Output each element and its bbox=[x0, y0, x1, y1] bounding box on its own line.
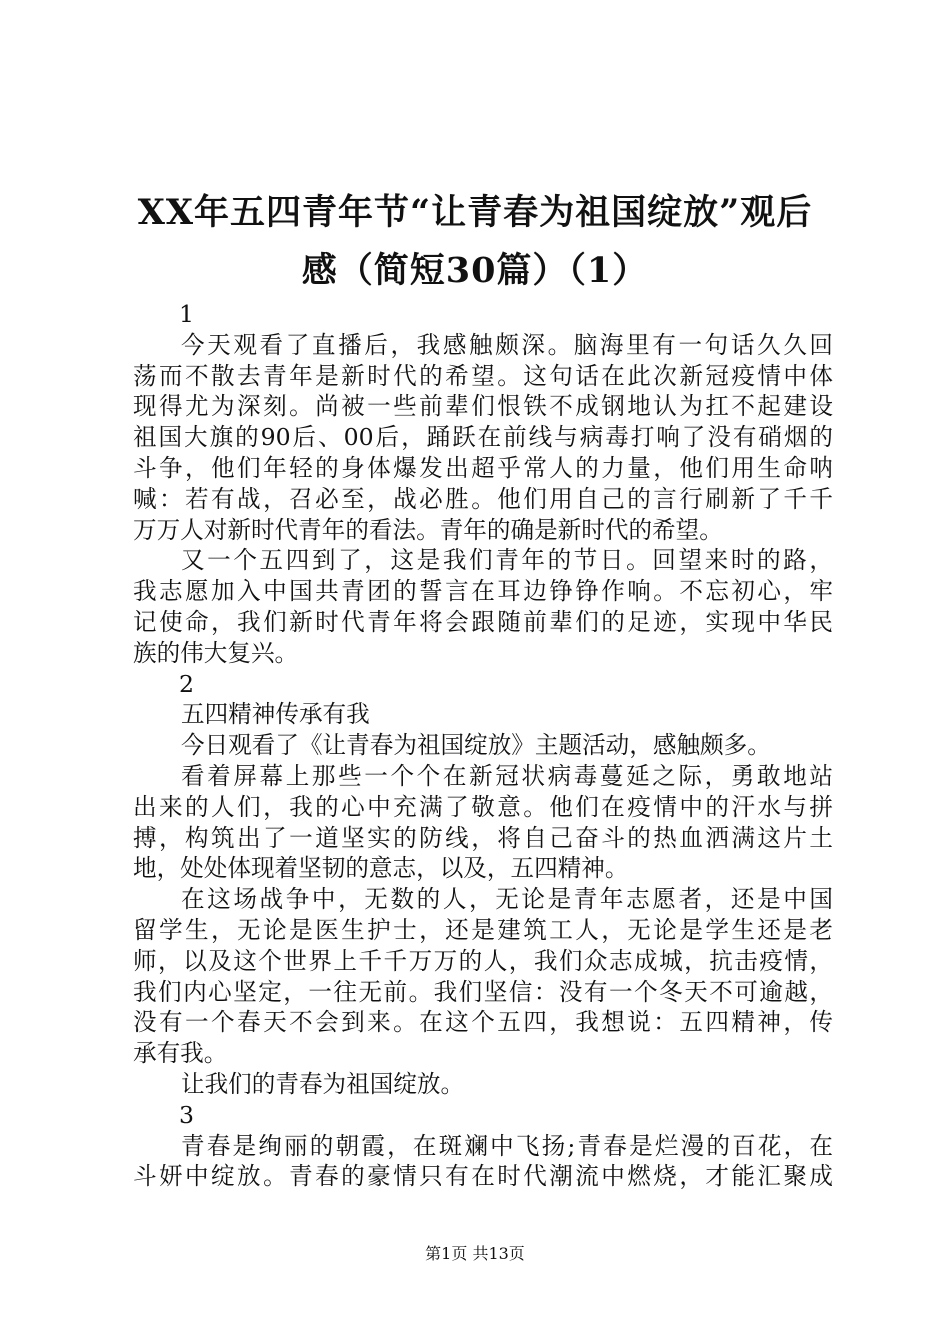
document-title-line-1: XX年五四青年节“让青春为祖国绽放”观后 bbox=[137, 192, 813, 233]
text-line: 五四精神传承有我 bbox=[181, 700, 370, 729]
text-line: 承有我。 bbox=[133, 1039, 228, 1068]
text-line: 斗争，他们年轻的身体爆发出超乎常人的力量，他们用生命呐 bbox=[133, 453, 833, 482]
text-line: 看着屏幕上那些一个个在新冠状病毒蔓延之际，勇敢地站 bbox=[181, 761, 833, 790]
page-footer: 第1页 共13页 bbox=[425, 1244, 525, 1263]
text-line: 地，处处体现着坚韧的意志，以及，五四精神。 bbox=[133, 854, 629, 883]
text-line: 荡而不散去青年是新时代的希望。这句话在此次新冠疫情中体 bbox=[133, 361, 833, 390]
text-line: 今天观看了直播后，我感触颇深。脑海里有一句话久久回 bbox=[181, 330, 833, 359]
text-line: 青春是绚丽的朝霞，在斑斓中飞扬;青春是烂漫的百花，在 bbox=[181, 1131, 833, 1160]
text-line: 斗妍中绽放。青春的豪情只有在时代潮流中燃烧，才能汇聚成 bbox=[133, 1162, 833, 1191]
text-line: 留学生，无论是医生护士，还是建筑工人，无论是学生还是老 bbox=[133, 915, 833, 944]
text-line: 我们内心坚定，一往无前。我们坚信：没有一个冬天不可逾越， bbox=[133, 977, 833, 1006]
text-line: 祖国大旗的90后、00后，踊跃在前线与病毒打响了没有硝烟的 bbox=[133, 423, 833, 452]
text-line: 万万人对新时代青年的看法。青年的确是新时代的希望。 bbox=[133, 515, 723, 544]
section-number: 3 bbox=[179, 1100, 195, 1129]
text-line: 让我们的青春为祖国绽放。 bbox=[181, 1069, 465, 1098]
text-line: 现得尤为深刻。尚被一些前辈们恨铁不成钢地认为扛不起建设 bbox=[133, 392, 833, 421]
text-line: 族的伟大复兴。 bbox=[133, 638, 299, 667]
text-line: 今日观看了《让青春为祖国绽放》主题活动，感触颇多。 bbox=[181, 731, 771, 760]
text-line: 喊：若有战，召必至，战必胜。他们用自己的言行刷新了千千 bbox=[133, 484, 833, 513]
text-line: 搏，构筑出了一道坚实的防线，将自己奋斗的热血洒满这片土 bbox=[133, 823, 833, 852]
text-line: 在这场战争中，无数的人，无论是青年志愿者，还是中国 bbox=[181, 885, 833, 914]
document-body bbox=[133, 299, 833, 1192]
section-number: 2 bbox=[179, 669, 195, 698]
text-line: 出来的人们，我的心中充满了敬意。他们在疫情中的汗水与拼 bbox=[133, 792, 833, 821]
text-line: 记使命，我们新时代青年将会跟随前辈们的足迹，实现中华民 bbox=[133, 607, 833, 636]
text-line: 我志愿加入中国共青团的誓言在耳边铮铮作响。不忘初心，牢 bbox=[133, 577, 833, 606]
text-line: 没有一个春天不会到来。在这个五四，我想说：五四精神，传 bbox=[133, 1008, 833, 1037]
document-title-line-2: 感（简短30篇）（1） bbox=[301, 250, 649, 291]
text-line: 师，以及这个世界上千千万万的人，我们众志成城，抗击疫情， bbox=[133, 946, 833, 975]
section-number: 1 bbox=[179, 300, 195, 328]
text-line: 又一个五四到了，这是我们青年的节日。回望来时的路， bbox=[181, 546, 833, 575]
